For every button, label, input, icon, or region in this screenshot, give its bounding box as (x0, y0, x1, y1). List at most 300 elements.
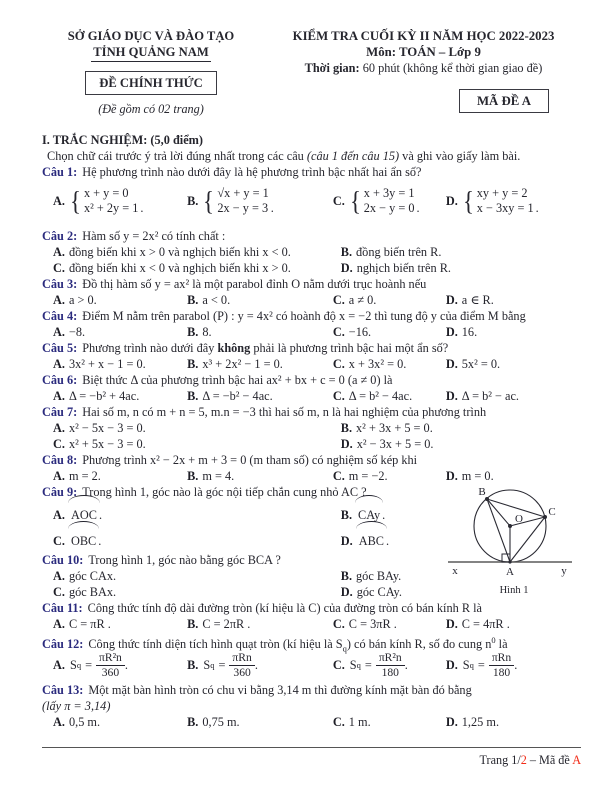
equation-system (462, 186, 539, 216)
option-b (341, 244, 581, 260)
option-d (446, 180, 581, 222)
instructions-pre: Chọn chữ cái trước ý trả lời đúng nhất trong các câu (47, 149, 307, 163)
option-c (333, 324, 446, 340)
option-d (341, 260, 581, 276)
page-footer (42, 747, 581, 768)
question-text-segment: Hàm số y = 2x² có tính chất : (82, 229, 226, 243)
option-text: m = 2. (68, 469, 101, 483)
option-letter: D. (445, 293, 458, 307)
question-text-segment: ) có bán kính R, số đo cung n (346, 637, 492, 652)
question-label: Câu 6: (42, 373, 78, 387)
option-letter: B. (187, 325, 199, 339)
option-letter: B. (187, 469, 199, 483)
option-a (53, 420, 341, 436)
question-3 (42, 276, 581, 308)
question-text-segment: Công thức tính độ dài đường tròn (kí hiệu là C) của đường tròn có bán kính R là (87, 601, 482, 615)
option-letter: A. (53, 389, 65, 403)
option-period: . (254, 658, 258, 672)
option-text: x + 3x² = 0. (348, 357, 407, 371)
fraction-numerator: πR²n (376, 651, 405, 666)
option-c (333, 468, 446, 484)
option-letter: C. (332, 389, 345, 403)
options-row (53, 292, 581, 308)
option-c (333, 648, 446, 682)
brace-icon: { (203, 186, 215, 216)
angle-arc-text: CAy (356, 500, 382, 530)
options-row (53, 388, 581, 404)
option-b (187, 616, 333, 632)
fraction-denominator: 180 (381, 665, 399, 679)
option-text: m = 0. (461, 469, 494, 483)
instructions-post: và ghi vào giấy làm bài. (399, 149, 521, 163)
equals-sign: = (218, 658, 226, 672)
questions (42, 164, 581, 730)
option-c (333, 714, 446, 730)
fraction-numerator: πRn (489, 651, 514, 666)
option-letter: C. (332, 325, 345, 339)
question-text (42, 372, 581, 388)
tangent-label-y: y (561, 565, 567, 577)
option-text: m = −2. (348, 469, 388, 483)
question-text-segment: không (217, 341, 251, 355)
fraction-numerator: πRn (229, 651, 254, 666)
option-d (446, 616, 581, 632)
options-row (53, 714, 581, 730)
option-letter: D. (340, 585, 353, 599)
options-row (53, 468, 581, 484)
option-letter: A. (53, 293, 65, 307)
option-b (187, 292, 333, 308)
option-letter: C. (53, 261, 65, 275)
option-letter: D. (340, 437, 353, 451)
option-d (446, 324, 581, 340)
equals-sign: = (477, 658, 485, 672)
option-text: −16. (348, 325, 372, 339)
option-letter: B. (340, 245, 353, 259)
option-letter: B. (187, 389, 199, 403)
option-letter: B. (340, 569, 353, 583)
instructions-range: (câu 1 đến câu 15) (306, 149, 400, 163)
option-period: . (386, 534, 390, 548)
option-letter: C. (332, 194, 345, 208)
question-text (42, 164, 581, 180)
fraction-denominator: 360 (233, 665, 251, 679)
option-d (341, 436, 581, 452)
section-instructions (42, 148, 581, 164)
option-b (187, 388, 333, 404)
option-text: 5x² = 0. (461, 357, 501, 371)
sector-area-formula (462, 651, 518, 680)
option-c (53, 260, 341, 276)
equation-line-1: √x + y = 1 (217, 186, 269, 200)
option-letter: D. (445, 194, 458, 208)
option-b (187, 180, 333, 222)
question-label: Câu 1: (42, 165, 78, 179)
system-lines (217, 186, 268, 216)
option-text: Δ = −b² − 4ac. (202, 389, 273, 403)
question-text-segment: Trong hình 1, góc nào là góc nội tiếp chắn cung nhỏ AC ? (82, 485, 367, 499)
exam-code-box: MÃ ĐỀ A (459, 89, 549, 113)
option-text: C = 3πR . (348, 617, 397, 631)
duration-value: 60 phút (không kể thời gian giao đề) (359, 61, 543, 75)
option-letter: C. (332, 658, 345, 672)
option-letter: A. (53, 617, 65, 631)
fraction (96, 651, 125, 680)
option-text: góc CAx. (68, 569, 117, 583)
fraction (489, 651, 514, 680)
question-text-segment: Đồ thị hàm số y = ax² là một parabol đỉnh O nằm dưới trục hoành nếu (82, 277, 427, 291)
point-O-dot (508, 524, 512, 528)
point-C-dot (543, 515, 547, 519)
formula-subscript: q (210, 660, 215, 670)
option-text: góc BAx. (68, 585, 117, 599)
equation-line-2: x − 3xy = 1 (476, 201, 534, 215)
option-a (53, 648, 187, 682)
option-text: x² − 3x + 5 = 0. (356, 437, 434, 451)
issuing-authority: SỞ GIÁO DỤC VÀ ĐÀO TẠO (67, 29, 235, 43)
equation-system (349, 186, 420, 216)
question-label: Câu 11: (42, 601, 83, 615)
official-exam-stamp: ĐỀ CHÍNH THỨC (85, 71, 217, 95)
options-row (53, 356, 581, 372)
options-row (53, 648, 581, 682)
question-text-segment: Hai số m, n có m + n = 5, m.n = −3 thì hai số m, n là hai nghiệm của phương trình (82, 405, 487, 419)
option-text: a ≠ 0. (348, 293, 377, 307)
point-label-B: B (478, 486, 486, 498)
fraction (376, 651, 405, 680)
chord-BA (487, 499, 510, 562)
options-row (53, 324, 581, 340)
option-text: a < 0. (202, 293, 231, 307)
header-right (260, 28, 581, 132)
option-b (187, 324, 333, 340)
option-letter: B. (340, 421, 353, 435)
option-text: góc BAy. (356, 569, 402, 583)
equation-line-1: x + 3y = 1 (363, 186, 415, 200)
options-row (53, 180, 581, 222)
exam-title: KIỂM TRA CUỐI KỲ II NĂM HỌC 2022-2023 (292, 29, 555, 43)
question-text-segment: Điểm M nằm trên parabol (P) : y = 4x² có hoành độ x = −2 thì tung độ y của điểm M bằng (82, 309, 526, 323)
option-period: . (535, 201, 539, 215)
option-letter: A. (53, 469, 65, 483)
question-label: Câu 4: (42, 309, 78, 323)
option-text: x² − 5x − 3 = 0. (68, 421, 146, 435)
option-letter: C. (332, 357, 345, 371)
option-text: x³ + 2x² − 1 = 0. (202, 357, 283, 371)
option-letter: D. (445, 715, 458, 729)
question-text (42, 632, 581, 654)
question-1 (42, 164, 581, 222)
question-text (42, 308, 581, 324)
option-d (446, 468, 581, 484)
question-label: Câu 2: (42, 229, 78, 243)
option-d (446, 388, 581, 404)
option-period: . (416, 201, 420, 215)
option-c (53, 526, 341, 552)
option-text: C = 4πR . (461, 617, 510, 631)
option-c (333, 180, 446, 222)
option-period: . (124, 658, 128, 672)
option-letter: B. (187, 658, 199, 672)
option-letter: D. (340, 261, 353, 275)
option-text: x² + 3x + 5 = 0. (356, 421, 433, 435)
option-a (53, 244, 341, 260)
option-d (446, 292, 581, 308)
option-text: x² + 5x − 3 = 0. (68, 437, 146, 451)
sector-area-formula (69, 651, 128, 680)
question-2 (42, 228, 581, 276)
option-period: . (270, 201, 274, 215)
options-row (53, 420, 581, 452)
figure-hinh-1 (444, 484, 584, 599)
option-a (53, 292, 187, 308)
option-a (53, 324, 187, 340)
equation-line-2: 2x − y = 3 (217, 201, 269, 215)
question-text-segment: Biệt thức Δ của phương trình bậc hai ax² + bx + c = 0 (a ≠ 0) là (82, 373, 393, 387)
option-letter: B. (187, 293, 199, 307)
option-period: . (98, 534, 102, 548)
question-text-segment: Trong hình 1, góc nào bằng góc BCA ? (88, 553, 281, 567)
option-period: . (140, 201, 144, 215)
option-letter: D. (445, 357, 458, 371)
equation-line-2: 2x − y = 0 (363, 201, 415, 215)
question-label: Câu 9: (42, 485, 78, 499)
option-text: nghịch biến trên R. (356, 261, 451, 275)
province-name (42, 44, 260, 62)
option-letter: B. (187, 715, 199, 729)
angle-arc-text: OBC (69, 526, 98, 556)
question-label: Câu 10: (42, 553, 84, 567)
option-letter: C. (332, 293, 345, 307)
option-a (53, 568, 341, 584)
angle-arc-text: AOC (69, 500, 99, 530)
option-text: Δ = −b² + 4ac. (68, 389, 140, 403)
option-a (53, 616, 187, 632)
option-letter: C. (332, 715, 345, 729)
question-text-segment: Hệ phương trình nào dưới đây là hệ phương trình bậc nhất hai ẩn số? (82, 165, 422, 179)
option-letter: A. (53, 569, 65, 583)
question-text (42, 228, 581, 244)
question-label: Câu 12: (42, 637, 84, 652)
option-b (187, 648, 333, 682)
option-text: đồng biến trên R. (356, 245, 442, 259)
question-text (42, 600, 581, 616)
question-note: (lấy π = 3,14) (42, 699, 111, 713)
option-text: đồng biến khi x > 0 và nghịch biến khi x < 0. (68, 245, 291, 259)
sector-area-formula (202, 651, 258, 680)
question-text-segment: Công thức tính diện tích hình quạt tròn (kí hiệu là S (88, 637, 343, 652)
system-lines (84, 186, 138, 216)
option-letter: A. (53, 325, 65, 339)
question-text (42, 452, 581, 468)
footer-page-pre: Trang 1/ (479, 753, 521, 767)
options-row (53, 244, 581, 276)
brace-icon: { (349, 186, 361, 216)
option-text: 0,5 m. (68, 715, 101, 729)
option-a (53, 356, 187, 372)
option-text: C = 2πR . (202, 617, 251, 631)
option-letter: C. (53, 534, 65, 548)
option-letter: A. (53, 508, 65, 522)
point-label-A: A (506, 566, 514, 578)
system-lines (364, 186, 415, 216)
question-label: Câu 8: (42, 453, 78, 467)
formula-subscript: q (76, 660, 82, 670)
option-text: −8. (68, 325, 86, 339)
option-text: Δ = b² − 4ac. (348, 389, 413, 403)
footer-page-total: 2 (520, 753, 527, 767)
option-letter: D. (445, 469, 458, 483)
angle-arc-text: ABC (357, 526, 386, 556)
footer-exam-code: A (572, 753, 581, 767)
document-header (42, 28, 581, 132)
option-letter: C. (332, 617, 345, 631)
equation-line-1: x + y = 0 (83, 186, 129, 200)
option-text: đồng biến khi x < 0 và nghịch biến khi x > 0. (68, 261, 291, 275)
option-letter: B. (187, 617, 199, 631)
question-text (42, 340, 581, 356)
page-count-note: (Đề gồm có 02 trang) (98, 102, 204, 116)
option-text: 3x² + x − 1 = 0. (68, 357, 146, 371)
sector-area-formula (349, 651, 408, 680)
option-a (53, 180, 187, 222)
option-letter: A. (53, 357, 65, 371)
option-letter: A. (53, 658, 65, 672)
option-d (446, 648, 581, 682)
option-letter: D. (445, 658, 458, 672)
question-text-segment: 0 (491, 635, 496, 645)
equation-system (69, 186, 144, 216)
fraction-numerator: πR²n (96, 651, 125, 666)
option-letter: A. (53, 421, 65, 435)
option-text: C = πR . (68, 617, 111, 631)
equation-system (202, 186, 273, 216)
brace-icon: { (69, 186, 81, 216)
option-c (333, 292, 446, 308)
options-row (53, 616, 581, 632)
option-letter: D. (340, 534, 353, 548)
fraction-denominator: 360 (101, 665, 120, 679)
question-label: Câu 3: (42, 277, 78, 291)
question-text-segment: Một mặt bàn hình tròn có chu vi bằng 3,14 m thì đường kính mặt bàn đó bằng (88, 683, 472, 697)
option-letter: A. (53, 715, 65, 729)
option-letter: C. (53, 437, 65, 451)
question-label: Câu 5: (42, 341, 78, 355)
option-b (341, 420, 581, 436)
option-letter: B. (187, 357, 199, 371)
question-12 (42, 632, 581, 682)
question-13 (42, 682, 581, 730)
formula-subscript: q (356, 660, 361, 670)
circle-diagram (444, 484, 584, 580)
option-text: Δ = b² − ac. (461, 389, 520, 403)
option-d (446, 714, 581, 730)
option-text: 0,75 m. (202, 715, 240, 729)
brace-icon: { (462, 186, 474, 216)
option-c (53, 584, 341, 600)
option-text: 8. (202, 325, 212, 339)
equals-sign: = (364, 658, 372, 672)
question-text-segment: là (495, 637, 508, 652)
option-text: a ∈ R. (461, 293, 494, 307)
question-text (42, 276, 581, 292)
question-label: Câu 13: (42, 683, 84, 697)
option-period: . (404, 658, 408, 672)
question-text-segment: Phương trình nào dưới đây (82, 341, 218, 355)
question-text (42, 682, 581, 698)
section-title: I. TRẮC NGHIỆM: (5,0 điểm) (42, 133, 203, 147)
question-text-segment: phải là phương trình bậc hai một ẩn số? (250, 341, 449, 355)
formula-symbol: S (203, 658, 211, 672)
option-text: 1 m. (348, 715, 371, 729)
question-8 (42, 452, 581, 484)
option-letter: D. (445, 617, 458, 631)
fraction-denominator: 180 (492, 665, 511, 679)
option-letter: C. (53, 585, 65, 599)
question-text (42, 404, 581, 420)
option-text: 16. (461, 325, 478, 339)
point-A-dot (508, 560, 511, 563)
equation-line-2: x² + 2y = 1 (83, 201, 139, 215)
option-b (187, 714, 333, 730)
option-letter: B. (340, 508, 353, 522)
option-a (53, 714, 187, 730)
formula-symbol: S (349, 658, 357, 672)
option-letter: B. (187, 194, 199, 208)
option-period: . (98, 508, 103, 522)
formula-symbol: S (69, 658, 77, 672)
point-label-O: O (515, 513, 523, 525)
option-period: . (382, 508, 386, 522)
option-a (53, 468, 187, 484)
option-b (187, 356, 333, 372)
option-b (187, 468, 333, 484)
option-letter: D. (445, 389, 458, 403)
option-a (53, 500, 341, 526)
footer-mid: – Mã đề (526, 753, 573, 767)
option-c (53, 436, 341, 452)
system-lines (477, 186, 534, 216)
option-text: 1,25 m. (461, 715, 500, 729)
option-period: . (514, 658, 518, 672)
formula-subscript: q (469, 660, 474, 670)
option-text: góc CAy. (356, 585, 402, 599)
option-c (333, 388, 446, 404)
question-label: Câu 7: (42, 405, 78, 419)
header-left (42, 28, 260, 132)
option-text: m = 4. (202, 469, 235, 483)
question-5 (42, 340, 581, 372)
question-4 (42, 308, 581, 340)
option-d (446, 356, 581, 372)
option-text: a > 0. (68, 293, 97, 307)
point-label-C: C (548, 506, 556, 518)
question-text-segment: Phương trình x² − 2x + m + 3 = 0 (m tham số) có nghiệm số kép khi (82, 453, 418, 467)
option-letter: C. (332, 469, 345, 483)
option-c (333, 616, 446, 632)
province-name-underlined: TỈNH QUẢNG NAM (91, 44, 210, 62)
option-letter: A. (53, 245, 65, 259)
fraction (229, 651, 254, 680)
duration-label: Thời gian: (304, 61, 360, 75)
option-c (333, 356, 446, 372)
option-a (53, 388, 187, 404)
option-letter: A. (53, 194, 65, 208)
option-letter: D. (445, 325, 458, 339)
tangent-label-x: x (452, 565, 458, 577)
question-text-segment: q (342, 643, 347, 654)
figure-caption: Hình 1 (499, 585, 529, 596)
